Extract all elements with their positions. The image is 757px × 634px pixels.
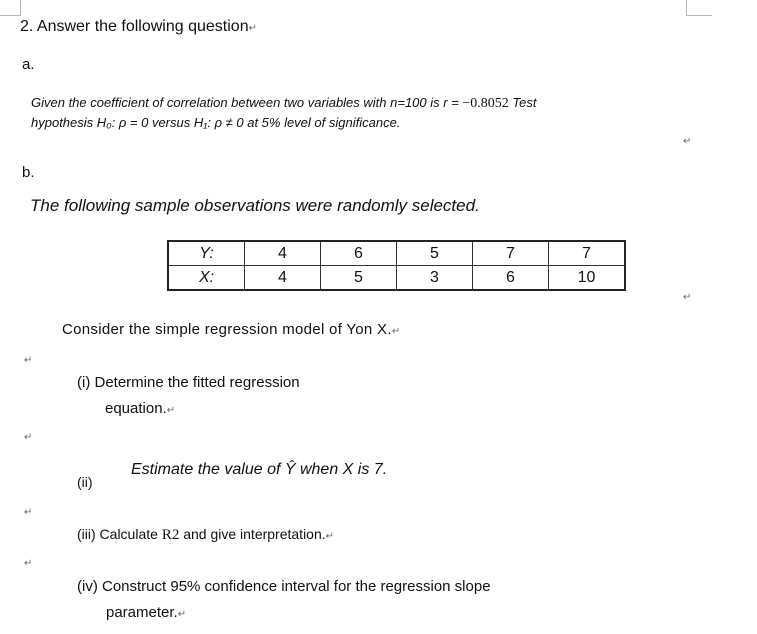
- part-b-label: b.: [22, 164, 35, 181]
- paragraph-mark: ↵: [24, 558, 33, 569]
- table-cell: 6: [473, 266, 549, 291]
- paragraph-mark: ↵: [24, 432, 33, 443]
- paragraph-mark: ↵: [683, 136, 692, 147]
- paragraph-mark: ↵: [24, 355, 33, 366]
- table-cell: 10: [549, 266, 626, 291]
- table-cell: 5: [397, 241, 473, 266]
- table-cell: 5: [321, 266, 397, 291]
- table-row: [168, 241, 625, 266]
- item-ii-label: (ii): [77, 474, 93, 490]
- observations-table: [167, 240, 626, 291]
- table-cell: 4: [245, 241, 321, 266]
- row-label-x: X:: [168, 266, 245, 291]
- table-row: [168, 266, 625, 291]
- item-i-continued: equation.↵: [105, 400, 176, 417]
- table-cell: 7: [473, 241, 549, 266]
- page-corner-mark-left: [0, 0, 21, 16]
- page-corner-mark-right: [686, 0, 712, 16]
- item-iii: (iii) Calculate R2 and give interpretation.↵: [77, 526, 335, 543]
- consider-text: Consider the simple regression model of Yon X.↵: [62, 321, 401, 338]
- table-cell: 3: [397, 266, 473, 291]
- item-iv-continued: parameter.↵: [106, 604, 187, 621]
- part-a-label: a.: [22, 56, 35, 73]
- paragraph-mark: ↵: [24, 507, 33, 518]
- row-label-y: Y:: [168, 241, 245, 266]
- question-title: 2. Answer the following question↵: [20, 18, 257, 35]
- item-ii-text: Estimate the value of Ŷ when X is 7.: [131, 461, 388, 478]
- table-cell: 4: [245, 266, 321, 291]
- paragraph-mark: ↵: [683, 292, 692, 303]
- table-cell: 7: [549, 241, 626, 266]
- table-cell: 6: [321, 241, 397, 266]
- part-b-intro: The following sample observations were randomly selected.: [30, 196, 480, 215]
- item-iv: (iv) Construct 95% confidence interval for the regression slope: [77, 578, 491, 595]
- item-i: (i) Determine the fitted regression: [77, 374, 300, 391]
- part-a-question: Given the coefficient of correlation between two variables with n=100 is r = −0.8052 Test hypothesis H₀: ρ = 0 versus H₁: ρ ≠ 0 at 5% level of significance.: [31, 95, 537, 130]
